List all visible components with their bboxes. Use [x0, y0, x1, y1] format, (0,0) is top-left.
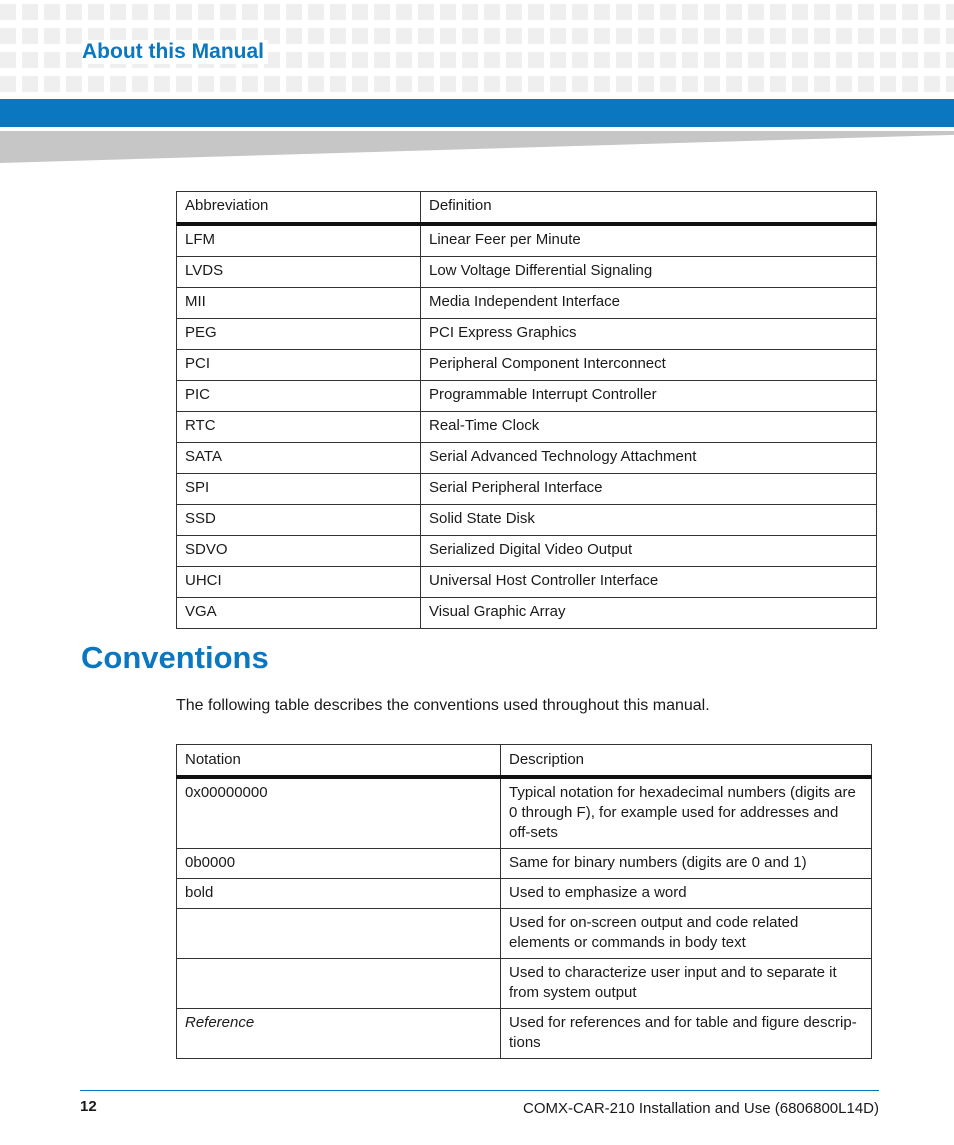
table-cell-term: UHCI — [177, 567, 421, 598]
table-row — [177, 536, 877, 567]
table-row — [177, 879, 872, 909]
table-cell-definition: Solid State Disk — [421, 505, 877, 536]
table-cell-definition: Media Independent Interface — [421, 288, 877, 319]
table-row — [177, 319, 877, 350]
abbreviation-table — [176, 191, 877, 629]
table-row — [177, 381, 877, 412]
column-header: Abbreviation — [177, 192, 421, 225]
table-cell-term: MII — [177, 288, 421, 319]
table-row — [177, 909, 872, 959]
table-cell-term: 0x00000000 — [177, 777, 501, 849]
table-row — [177, 849, 872, 879]
table-row — [177, 474, 877, 505]
table-row — [177, 1009, 872, 1059]
table-cell-term: SDVO — [177, 536, 421, 567]
table-cell-definition: Serialized Digital Video Output — [421, 536, 877, 567]
table-row — [177, 288, 877, 319]
table-cell-term — [177, 959, 501, 1009]
table-row — [177, 598, 877, 629]
column-header: Definition — [421, 192, 877, 225]
table-row — [177, 224, 877, 257]
table-cell-term: PIC — [177, 381, 421, 412]
table-cell-definition: Low Voltage Differential Signaling — [421, 257, 877, 288]
table-row — [177, 350, 877, 381]
table-cell-term: LVDS — [177, 257, 421, 288]
table-cell-term: LFM — [177, 224, 421, 257]
table-cell-definition: PCI Express Graphics — [421, 319, 877, 350]
table-row — [177, 505, 877, 536]
table-row — [177, 959, 872, 1009]
page-number: 12 — [80, 1098, 97, 1115]
table-cell-definition: Used for references and for table and figure descrip-tions — [501, 1009, 872, 1059]
table-header-row — [177, 745, 872, 778]
table-cell-definition: Used to characterize user input and to separate it from system output — [501, 959, 872, 1009]
table-row — [177, 567, 877, 598]
table-cell-term: SSD — [177, 505, 421, 536]
footer-rule — [80, 1090, 879, 1091]
table-cell-term: VGA — [177, 598, 421, 629]
header-wedge — [0, 131, 954, 163]
column-header: Description — [501, 745, 872, 778]
table-cell-term: RTC — [177, 412, 421, 443]
table-row — [177, 257, 877, 288]
table-cell-definition: Same for binary numbers (digits are 0 and 1) — [501, 849, 872, 879]
table-cell-definition: Universal Host Controller Interface — [421, 567, 877, 598]
table-cell-term: Reference — [177, 1009, 501, 1059]
table-cell-definition: Typical notation for hexadecimal numbers (digits are 0 through F), for example used for addresses and off-sets — [501, 777, 872, 849]
table-cell-definition: Linear Feer per Minute — [421, 224, 877, 257]
table-row — [177, 412, 877, 443]
table-cell-definition: Used to emphasize a word — [501, 879, 872, 909]
table-cell-definition: Serial Advanced Technology Attachment — [421, 443, 877, 474]
table-cell-definition: Programmable Interrupt Controller — [421, 381, 877, 412]
table-cell-term: SPI — [177, 474, 421, 505]
table-cell-term: PEG — [177, 319, 421, 350]
table-cell-definition: Visual Graphic Array — [421, 598, 877, 629]
table-row — [177, 443, 877, 474]
table-cell-term — [177, 909, 501, 959]
table-row — [177, 777, 872, 849]
intro-paragraph: The following table describes the conventions used throughout this manual. — [176, 697, 710, 714]
document-title: COMX-CAR-210 Installation and Use (6806800L14D) — [522, 1100, 879, 1117]
running-header: About this Manual — [82, 40, 268, 64]
table-cell-term: PCI — [177, 350, 421, 381]
table-cell-definition: Serial Peripheral Interface — [421, 474, 877, 505]
table-cell-term: 0b0000 — [177, 849, 501, 879]
table-header-row — [177, 192, 877, 225]
section-title: Conventions — [81, 640, 269, 675]
table-cell-term: SATA — [177, 443, 421, 474]
header-bar — [0, 99, 954, 127]
column-header: Notation — [177, 745, 501, 778]
conventions-table — [176, 744, 872, 1059]
table-cell-definition: Peripheral Component Interconnect — [421, 350, 877, 381]
table-cell-definition: Real-Time Clock — [421, 412, 877, 443]
table-cell-term: bold — [177, 879, 501, 909]
table-cell-definition: Used for on-screen output and code related elements or commands in body text — [501, 909, 872, 959]
